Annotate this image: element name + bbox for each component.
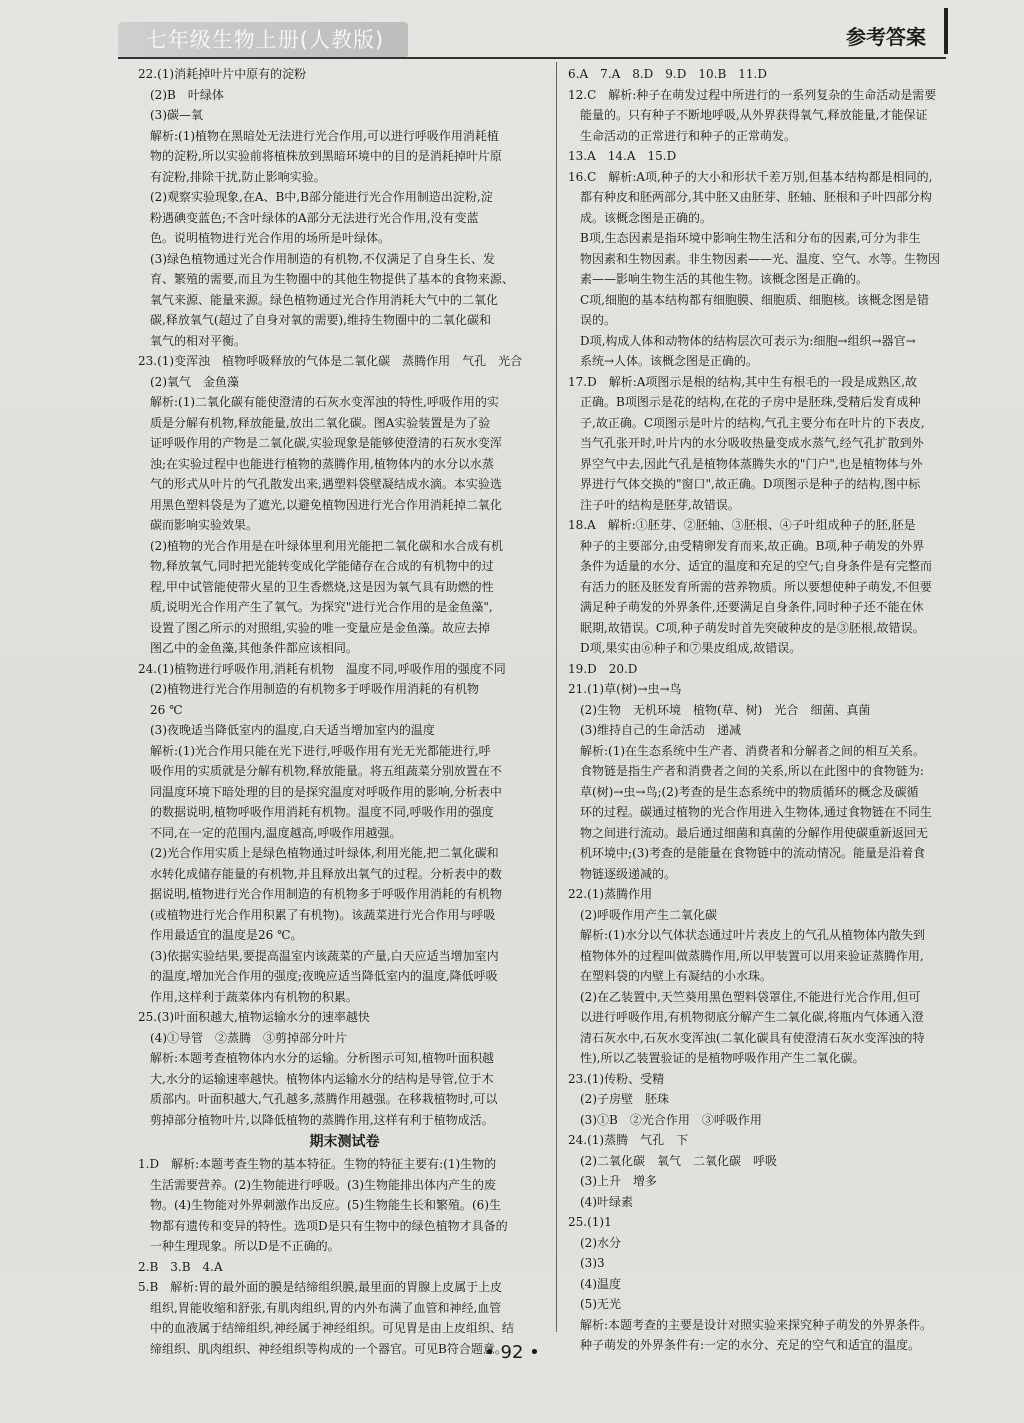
answer-line: 中的血液属于结缔组织,神经属于神经组织。可见胃是由上皮组织、结 [138, 1321, 514, 1335]
answer-line: (3)依据实验结果,要提高温室内该蔬菜的产量,白天应适当增加室内 [138, 948, 499, 963]
answer-line: 13.A 14.A 15.D [568, 149, 677, 163]
answer-line: 成。该概念图是正确的。 [568, 210, 713, 225]
section-heading: 期末测试卷 [309, 1134, 380, 1150]
answer-line: 碳,释放氧气(超过了自身对氧的需要),维持生物圈中的二氧化碳和 [138, 313, 491, 327]
book-title: 七年级生物上册(人教版) [145, 28, 385, 52]
answer-line: 22.(1)蒸腾作用 [568, 887, 653, 901]
answer-line: 性),所以乙装置验证的是植物呼吸作用产生二氧化碳。 [568, 1051, 865, 1065]
answer-line: (2)水分 [568, 1235, 621, 1250]
answer-line: 正确。B项图示是花的结构,在花的子房中是胚珠,受精后发育成种 [568, 395, 921, 409]
answer-line: 不同,在一定的范围内,温度越高,呼吸作用越强。 [138, 825, 402, 840]
answer-line: 种子萌发的外界条件有:一定的水分、充足的空气和适宜的温度。 [568, 1338, 921, 1352]
answer-line: 食物链是指生产者和消费者之间的关系,所以在此图中的食物链为: [568, 764, 924, 778]
answer-line: 质是分解有机物,释放能量,放出二氧化碳。图A实验装置是为了验 [138, 415, 491, 430]
answer-line: (2)植物进行光合作用制造的有机物多于呼吸作用消耗的有机物 [138, 682, 480, 696]
answer-line: 物,释放氧气,同时把光能转变成化学能储存在合成的有机物中的过 [138, 559, 494, 573]
answer-line: 有活力的胚及胚发育所需的营养物质。所以要想使种子萌发,不但要 [568, 579, 932, 594]
answer-line: 生命活动的正常进行和种子的正常萌发。 [568, 128, 797, 143]
answer-line: 21.(1)草(树)→虫→鸟 [568, 682, 682, 696]
answer-line: (4)温度 [568, 1276, 621, 1291]
answer-line: 氧气来源、能量来源。绿色植物通过光合作用消耗大气中的二氧化 [138, 292, 499, 307]
answer-line: 16.C 解析:A项,种子的大小和形状千差万别,但基本结构都是相同的, [568, 169, 933, 184]
answer-line: 剪掉部分植物叶片,以降低植物的蒸腾作用,这样有利于植物成活。 [138, 1112, 494, 1127]
answer-line: 19.D 20.D [568, 661, 638, 676]
answer-line: 25.(3)叶面积越大,植物运输水分的速率越快 [138, 1010, 370, 1024]
answer-line: (4)①导管 ②蒸腾 ③剪掉部分叶片 [138, 1030, 347, 1045]
answer-line: 碳而影响实验效果。 [138, 518, 259, 532]
answer-line: 以进行呼吸作用,有机物彻底分解产生二氧化碳,将瓶内气体通入澄 [568, 1010, 924, 1024]
answer-line: (或植物进行光合作用积累了有机物)。该蔬菜进行光合作用与呼吸 [138, 907, 496, 922]
answer-line: 程,甲中试管能使带火星的卫生香燃烧,这是因为氧气具有助燃的性 [138, 579, 494, 594]
answer-line: 解析:(1)光合作用只能在光下进行,呼吸作用有光无光都能进行,呼 [138, 743, 491, 758]
answer-line: (3)碳—氧 [138, 108, 203, 122]
answer-line: 浊;在实验过程中也能进行植物的蒸腾作用,植物体内的水分以水蒸 [138, 456, 494, 471]
answer-line: 物因素和生物因素。非生物因素——光、温度、空气、水等。生物因 [568, 251, 941, 266]
answer-line: 草(树)→虫→鸟;(2)考查的是生态系统中的物质循环的概念及碳循 [568, 784, 919, 799]
answer-line: 图乙中的金鱼藻,其他条件都应该相同。 [138, 641, 358, 655]
answer-line: 有淀粉,排除干扰,防止影响实验。 [138, 169, 326, 184]
answer-line: 缔组织、肌肉组织、神经组织等构成的一个器官。可见B符合题意。 [138, 1341, 507, 1356]
answer-line: 17.D 解析:A项图示是根的结构,其中生有根毛的一段是成熟区,故 [568, 374, 918, 389]
answer-line: 眠期,故错误。C项,种子萌发时首先突破种皮的是③胚根,故错误。 [568, 620, 925, 635]
answer-line: (3)维持自己的生命活动 递减 [568, 723, 741, 737]
answer-line: 吸作用的实质就是分解有机物,释放能量。将五组蔬菜分别放置在不 [138, 764, 502, 778]
answer-line: 23.(1)传粉、受精 [568, 1071, 665, 1086]
answer-line: 解析:(1)在生态系统中生产者、消费者和分解者之间的相互关系。 [568, 743, 926, 758]
answer-line: (2)植物的光合作用是在叶绿体里利用光能把二氧化碳和水合成有机 [138, 538, 504, 553]
answer-line: (2)在乙装置中,天竺葵用黑色塑料袋罩住,不能进行光合作用,但可 [568, 989, 921, 1004]
answer-line: 组织,胃能收缩和舒张,有肌肉组织,胃的内外布满了血管和神经,血管 [138, 1300, 502, 1315]
header-bar [944, 8, 948, 54]
answer-line: 粉遇碘变蓝色;不含叶绿体的A部分无法进行光合作用,没有变蓝 [138, 210, 479, 225]
answer-line: 24.(1)蒸腾 气孔 下 [568, 1133, 689, 1147]
answer-line: 满足种子萌发的外界条件,还要满足自身条件,同时种子还不能在休 [568, 600, 924, 614]
answer-line: 清石灰水中,石灰水变浑浊(二氧化碳具有使澄清石灰水变浑浊的特 [568, 1030, 925, 1045]
answer-line: D项,构成人体和动物体的结构层次可表示为:细胞→组织→器官→ [568, 333, 916, 348]
answer-line: 解析:(1)水分以气体状态通过叶片表皮上的气孔从植物体内散失到 [568, 928, 926, 942]
answer-line: 当气孔张开时,叶片内的水分吸收热量变成水蒸气,经气孔扩散到外 [568, 436, 924, 450]
answer-line: 的数据说明,植物呼吸作用消耗有机物。温度不同,呼吸作用的强度 [138, 805, 494, 819]
answer-line: 育、繁殖的需要,而且为生物圈中的其他生物提供了基本的食物来源、 [138, 272, 514, 286]
answer-line: 水转化成储存能量的有机物,并且释放出氧气的过程。分析表中的数 [138, 866, 502, 881]
answer-line: 物链逐级递减的。 [568, 866, 677, 881]
answer-line: 种子的主要部分,由受精卵发育而来,故正确。B项,种子萌发的外界 [568, 538, 925, 553]
answer-line: (3)夜晚适当降低室内的温度,白天适当增加室内的温度 [138, 723, 435, 737]
answer-line: B项,生态因素是指环境中影响生物生活和分布的因素,可分为非生 [568, 231, 921, 245]
answer-line: (2)观察实验现象,在A、B中,B部分能进行光合作用制造出淀粉,淀 [138, 190, 493, 204]
answer-line: (3)①B ②光合作用 ③呼吸作用 [568, 1112, 762, 1127]
answer-line: 2.B 3.B 4.A [138, 1259, 223, 1274]
answer-line: (3)3 [568, 1256, 605, 1270]
answer-line: 用黑色塑料袋是为了遮光,以避免植物因进行光合作用消耗掉二氧化 [138, 497, 502, 512]
answer-line: 生活需要营养。(2)生物能进行呼吸。(3)生物能排出体内产生的废 [138, 1177, 496, 1192]
answer-line: 设置了图乙所示的对照组,实验的唯一变量应是金鱼藻。故应去掉 [138, 620, 490, 635]
answer-line: 22.(1)消耗掉叶片中原有的淀粉 [138, 67, 307, 81]
answer-line: 25.(1)1 [568, 1215, 612, 1229]
answer-line: 证呼吸作用的产物是二氧化碳,实验现象是能够使澄清的石灰水变浑 [138, 436, 502, 450]
answer-line: 作用最适宜的温度是26 ℃。 [138, 928, 303, 942]
answer-line: 大,水分的运输速率越快。植物体内运输水分的结构是导管,位于木 [138, 1071, 494, 1086]
answer-line: 5.B 解析:胃的最外面的膜是结缔组织膜,最里面的胃腺上皮属于上皮 [138, 1280, 503, 1294]
answer-line: 的温度,增加光合作用的强度;夜晚应适当降低室内的温度,降低呼吸 [138, 969, 498, 983]
answer-line: (4)叶绿素 [568, 1194, 633, 1209]
answer-line: 解析:(1)二氧化碳有能使澄清的石灰水变浑浊的特性,呼吸作用的实 [138, 395, 499, 409]
answer-line: 解析:(1)植物在黑暗处无法进行光合作用,可以进行呼吸作用消耗植 [138, 128, 499, 143]
answer-line: 同温度环境下暗处理的目的是探究温度对呼吸作用的影响,分析表中 [138, 784, 502, 799]
column-divider [556, 62, 557, 1332]
answer-line: (2)B 叶绿体 [138, 87, 224, 102]
answer-line: 物。(4)生物能对外界刺激作出反应。(5)生物能生长和繁殖。(6)生 [138, 1198, 501, 1212]
answer-line: D项,果实由⑥种子和⑦果皮组成,故错误。 [568, 641, 802, 655]
answer-line: 环的过程。碳通过植物的光合作用进入生物体,通过食物链在不同生 [568, 805, 932, 819]
answer-line: (5)无光 [568, 1297, 621, 1311]
answer-line: 物的淀粉,所以实验前将植株放到黑暗环境中的目的是消耗掉叶片原 [138, 149, 502, 163]
answer-line: 在塑料袋的内壁上有凝结的小水珠。 [568, 969, 773, 983]
answer-line: 气的形式从叶片的气孔散发出来,遇塑料袋壁凝结成水滴。本实验选 [138, 477, 502, 491]
answer-line: 1.D 解析:本题考查生物的基本特征。生物的特征主要有:(1)生物的 [138, 1157, 497, 1171]
answer-line: (3)绿色植物通过光合作用制造的有机物,不仅满足了自身生长、发 [138, 251, 495, 266]
answer-line: 据说明,植物进行光合作用制造的有机物多于呼吸作用消耗的有机物 [138, 887, 502, 901]
answer-line: (2)氧气 金鱼藻 [138, 374, 239, 389]
answer-line: 质部内。叶面积越大,气孔越多,蒸腾作用越强。在移栽植物时,可以 [138, 1092, 498, 1106]
answer-line: 氧气的相对平衡。 [138, 333, 247, 348]
right-column [568, 64, 986, 1356]
answer-line: 作用,这样利于蔬菜体内有机物的积累。 [138, 989, 358, 1004]
answer-line: (2)光合作用实质上是绿色植物通过叶绿体,利用光能,把二氧化碳和 [138, 846, 499, 860]
answer-line: (2)呼吸作用产生二氧化碳 [568, 907, 717, 922]
answer-line: 24.(1)植物进行呼吸作用,消耗有机物 温度不同,呼吸作用的强度不同 [138, 661, 506, 676]
answer-line: 能量的。只有种子不断地呼吸,从外界获得氧气,释放能量,才能保证 [568, 108, 928, 122]
answer-line: C项,细胞的基本结构都有细胞膜、细胞质、细胞核。该概念图是错 [568, 292, 929, 307]
answer-line: 一种生理现象。所以D是不正确的。 [138, 1239, 340, 1253]
answer-line: 解析:本题考查的主要是设计对照实验来探究种子萌发的外界条件。 [568, 1317, 933, 1332]
answer-line: (3)上升 增多 [568, 1174, 657, 1188]
answer-line: 条件为适量的水分、适宜的温度和充足的空气;自身条件是有完整而 [568, 559, 933, 573]
answer-line: 机环境中;(3)考查的是能量在食物链中的流动情况。能量是沿着食 [568, 846, 926, 860]
answer-line: 12.C 解析:种子在萌发过程中所进行的一系列复杂的生命活动是需要 [568, 87, 937, 102]
answer-line: 色。说明植物进行光合作用的场所是叶绿体。 [138, 231, 391, 245]
left-column [138, 64, 551, 1359]
answer-line: 物都有遗传和变异的特性。选项D是只有生物中的绿色植物才具备的 [138, 1218, 508, 1233]
answer-line: 界进行气体交换的"窗口",故正确。D项图示是种子的结构,图中标 [568, 477, 921, 491]
answer-line: 物之间进行流动。最后通过细菌和真菌的分解作用使碳重新返回无 [568, 825, 929, 840]
answer-line: 误的。 [568, 313, 617, 327]
answer-line: 都有种皮和胚两部分,其中胚又由胚芽、胚轴、胚根和子叶四部分构 [568, 190, 932, 204]
answer-line: 植物体外的过程叫做蒸腾作用,所以甲装置可以用来验证蒸腾作用, [568, 948, 924, 963]
answer-line: 6.A 7.A 8.D 9.D 10.B 11.D [568, 67, 767, 81]
header-rule [118, 57, 946, 59]
answer-line: 子,故正确。C项图示是叶片的结构,气孔主要分布在叶片的下表皮, [568, 415, 925, 430]
answer-line: (2)生物 无机环境 植物(草、树) 光合 细菌、真菌 [568, 702, 871, 717]
answer-line: 注子叶的结构是胚芽,故错误。 [568, 497, 740, 512]
answer-line: 26 ℃ [138, 702, 183, 717]
answer-line: 系统→人体。该概念图是正确的。 [568, 354, 759, 368]
answer-line: 解析:本题考查植物体内水分的运输。分析图示可知,植物叶面积越 [138, 1051, 494, 1065]
answer-line: 界空气中去,因此气孔是植物体蒸腾失水的"门户",也是植物体与外 [568, 456, 923, 471]
answer-line: 质,说明光合作用产生了氧气。为探究"进行光合作用的是金鱼藻", [138, 600, 493, 614]
answer-line: 23.(1)变浑浊 植物呼吸释放的气体是二氧化碳 蒸腾作用 气孔 光合 [138, 354, 523, 368]
answer-line: (2)子房壁 胚珠 [568, 1092, 669, 1106]
page-number: • 92 • [484, 1342, 540, 1363]
section-label: 参考答案 [846, 25, 926, 49]
answer-line: 素——影响生物生活的其他生物。该概念图是正确的。 [568, 272, 869, 286]
answer-line: 18.A 解析:①胚芽、②胚轴、③胚根、④子叶组成种子的胚,胚是 [568, 518, 916, 532]
answer-line: (2)二氧化碳 氧气 二氧化碳 呼吸 [568, 1153, 777, 1168]
